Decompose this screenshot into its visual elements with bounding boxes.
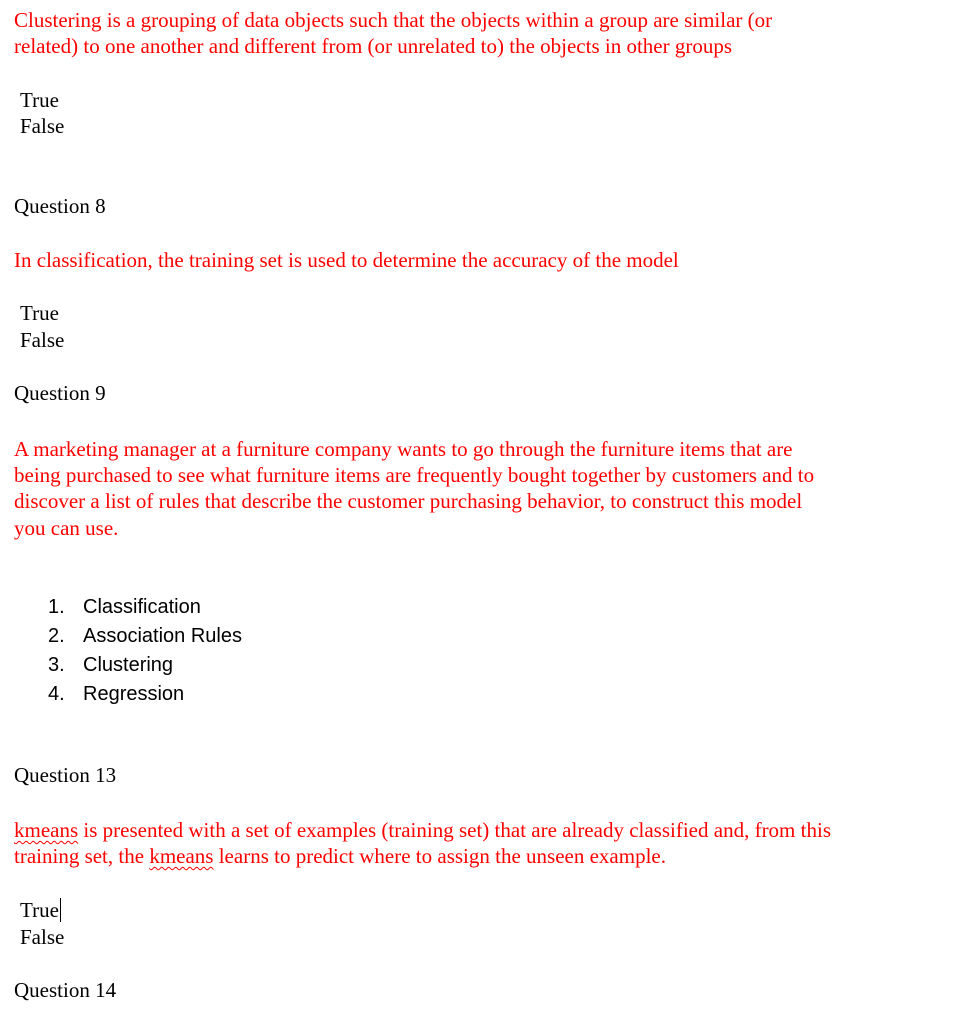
q13-text-line-2 [14,843,666,869]
q9-text-line-4: you can use. [14,516,119,540]
q13-text-line-1-rest: is presented with a set of examples (training set) that are already classified and, from this [78,818,831,842]
list-number: 4. [48,683,65,705]
question-8-heading: Question 8 [14,194,106,218]
q13-text-line-1 [14,817,831,843]
q7-option-true[interactable]: True [20,88,59,112]
q9-choice-classification[interactable] [48,593,201,622]
q13-text-line-2-rest: learns to predict where to assign the unseen example. [213,844,666,868]
text-cursor [60,898,61,922]
q7-option-false[interactable]: False [20,114,65,138]
question-14-heading: Question 14 [14,978,117,1002]
question-9-heading: Question 9 [14,381,106,405]
spellcheck-word[interactable]: kmeans [14,818,79,842]
q9-text-line-1: A marketing manager at a furniture company wants to go through the furniture items that are [14,437,793,461]
q9-choice-association-rules[interactable] [48,622,242,651]
q8-option-false[interactable]: False [20,328,65,352]
q9-choice-regression[interactable] [48,680,184,709]
list-number: 2. [48,625,65,647]
q9-text-line-3: discover a list of rules that describe the customer purchasing behavior, to construct this model [14,489,803,513]
q13-option-false[interactable]: False [20,925,65,949]
question-13-heading: Question 13 [14,763,117,787]
q8-option-true[interactable]: True [20,301,59,325]
q7-text-line-1: Clustering is a grouping of data objects such that the objects within a group are similar (or [14,8,773,32]
list-number: 1. [48,596,65,618]
q9-choice-clustering[interactable] [48,651,173,680]
list-label: Regression [83,683,185,705]
spellcheck-word[interactable]: kmeans [149,844,214,868]
list-label: Clustering [83,654,174,676]
list-label: Classification [83,596,201,618]
list-label: Association Rules [83,625,242,647]
list-number: 3. [48,654,65,676]
q8-text: In classification, the training set is used to determine the accuracy of the model [14,248,679,272]
q13-option-true-label: True [20,898,59,922]
q13-text-line-2-start: training set, the [14,844,150,868]
q13-option-true[interactable] [20,897,61,923]
q7-text-line-2: related) to one another and different from (or unrelated to) the objects in other groups [14,34,733,58]
q9-text-line-2: being purchased to see what furniture items are frequently bought together by customers and to [14,463,815,487]
